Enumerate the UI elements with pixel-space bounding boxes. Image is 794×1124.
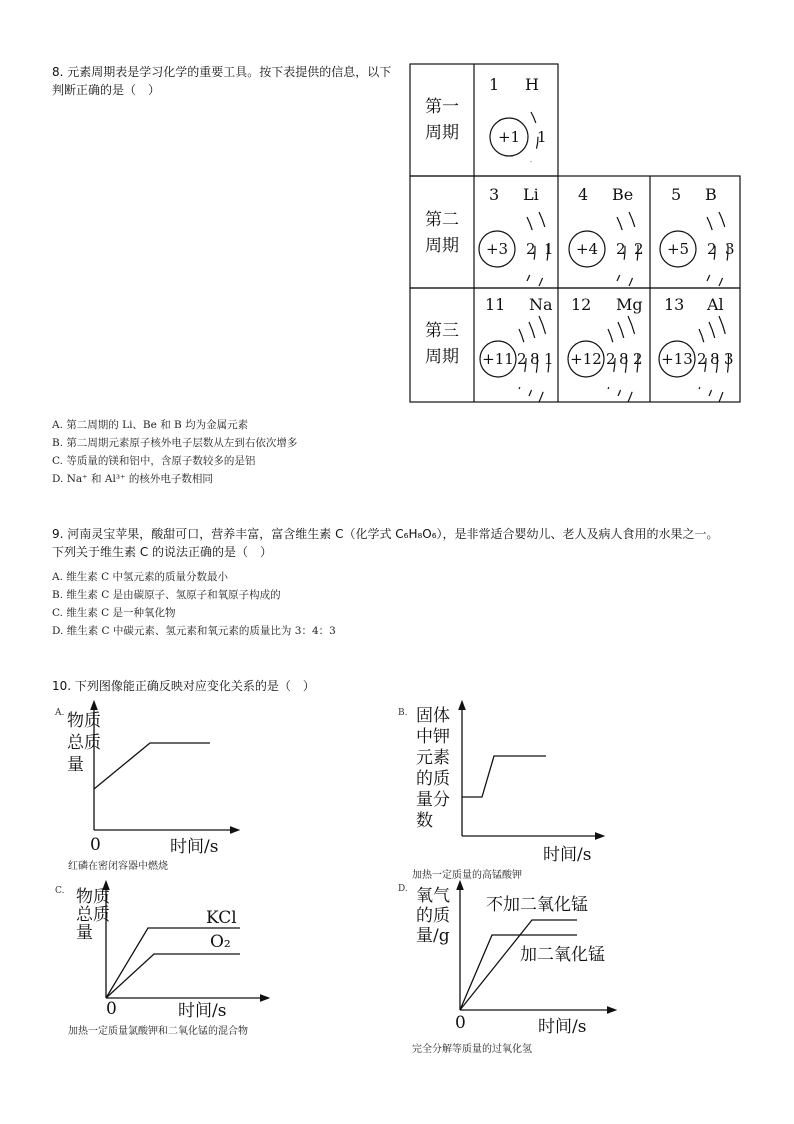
element-symbol: Be xyxy=(612,185,634,204)
q9-stem-line1: 9. 河南灵宝苹果，酸甜可口，营养丰富，富含维生素 C（化学式 C₆H₈O₆），是非常适合婴幼儿、老人及病人食用的水果之一。 xyxy=(52,527,719,541)
y-axis-label: 量 xyxy=(76,923,93,943)
shell-count: 1 xyxy=(544,350,554,368)
y-axis-label: 的质 xyxy=(416,769,450,789)
y-axis-label: 量/g xyxy=(416,926,450,946)
nucleus-charge: +4 xyxy=(575,240,599,258)
element-number: 3 xyxy=(489,185,500,204)
shell-count: 2 xyxy=(616,240,626,258)
q8-stem-line2: 判断正确的是（ ） xyxy=(52,83,161,97)
element-symbol: H xyxy=(525,75,539,94)
nucleus-charge: +12 xyxy=(570,350,602,368)
y-axis-label: 氧气 xyxy=(416,886,450,906)
y-axis-label: 总质 xyxy=(76,905,110,925)
y-axis-label: 量 xyxy=(67,755,84,775)
series-label-without-mno2: 不加二氧化锰 xyxy=(486,895,588,915)
shell-count: 2 xyxy=(707,240,717,258)
x-axis-label: 时间/s xyxy=(543,845,592,865)
y-axis-label: 总质 xyxy=(67,733,101,753)
shell-count: 8 xyxy=(619,350,629,368)
shell-count: 2 xyxy=(606,350,616,368)
nucleus-charge: +3 xyxy=(485,240,509,258)
shell-count: 2 xyxy=(633,350,643,368)
series-label-with-mno2: 加二氧化锰 xyxy=(520,945,605,965)
series-label-kcl: KCl xyxy=(206,908,237,928)
nucleus-charge: +11 xyxy=(482,350,514,368)
element-number: 12 xyxy=(571,295,592,314)
q8-option-d[interactable]: D. Na⁺ 和 Al³⁺ 的核外电子数相同 xyxy=(52,473,213,485)
q9-option-b[interactable]: B. 维生素 C 是由碳原子、氢原子和氧原子构成的 xyxy=(52,589,281,601)
q8-option-a[interactable]: A. 第二周期的 Li、Be 和 B 均为金属元素 xyxy=(52,419,249,431)
q10-stem: 10. 下列图像能正确反映对应变化关系的是（ ） xyxy=(52,679,315,693)
graph-d-caption: 完全分解等质量的过氧化氢 xyxy=(412,1044,532,1055)
shell-count: 2 xyxy=(526,240,536,258)
shell-count: 8 xyxy=(530,350,540,368)
shell-count: 2 xyxy=(634,240,644,258)
y-axis-label: 固体 xyxy=(416,706,450,726)
shell-count: 1 xyxy=(537,128,547,146)
q9-stem-line2: 下列关于维生素 C 的说法正确的是（ ） xyxy=(52,545,273,559)
element-number: 4 xyxy=(578,185,589,204)
y-axis-label: 数 xyxy=(416,811,433,831)
series-line xyxy=(94,743,210,789)
element-li xyxy=(479,185,554,286)
nucleus-charge: +13 xyxy=(661,350,693,368)
q9-option-c[interactable]: C. 维生素 C 是一种氧化物 xyxy=(52,607,176,619)
series-line-o2 xyxy=(106,954,240,998)
graph-d xyxy=(412,880,622,1040)
element-h xyxy=(489,75,547,162)
x-axis-label: 时间/s xyxy=(178,1001,227,1021)
shell-count: 1 xyxy=(544,240,554,258)
shell-count: 2 xyxy=(517,350,527,368)
q9-stem xyxy=(52,525,772,561)
origin-label: 0 xyxy=(455,1013,466,1033)
nucleus-charge: +5 xyxy=(666,240,690,258)
shell-count: 2 xyxy=(697,350,707,368)
element-symbol: Li xyxy=(523,185,539,204)
graph-a-letter: A. xyxy=(55,708,65,718)
periodic-table-figure xyxy=(405,60,745,406)
element-symbol: Mg xyxy=(616,295,643,314)
element-na xyxy=(480,295,554,402)
graph-b-caption: 加热一定质量的高锰酸钾 xyxy=(412,870,522,881)
element-number: 5 xyxy=(671,185,682,204)
y-axis-label: 量分 xyxy=(416,790,450,810)
element-number: 11 xyxy=(485,295,506,314)
nucleus-charge: +1 xyxy=(497,128,521,146)
origin-label: 0 xyxy=(106,999,117,1019)
element-number: 13 xyxy=(664,295,685,314)
y-axis-label: 中钾 xyxy=(416,727,450,747)
period3-label1: 第三 xyxy=(425,321,459,341)
graph-b-letter: B. xyxy=(398,708,408,718)
graph-b xyxy=(410,700,610,866)
graph-c-caption: 加热一定质量氯酸钾和二氧化锰的混合物 xyxy=(68,1026,248,1037)
shell-count: 3 xyxy=(724,350,734,368)
graph-a xyxy=(60,700,240,860)
y-axis-label: 物质 xyxy=(67,711,101,731)
period1-label2: 周期 xyxy=(425,123,459,143)
period2-label2: 周期 xyxy=(425,236,459,256)
y-axis-label: 物质 xyxy=(76,887,110,907)
q8-options xyxy=(52,416,692,488)
graph-c-letter: C. xyxy=(55,886,65,896)
y-axis-label: 元素 xyxy=(416,748,450,768)
series-line xyxy=(462,756,546,797)
element-symbol: Na xyxy=(529,295,553,314)
q9-option-a[interactable]: A. 维生素 C 中氢元素的质量分数最小 xyxy=(52,571,228,583)
graph-a-caption: 红磷在密闭容器中燃烧 xyxy=(68,861,168,872)
x-axis-label: 时间/s xyxy=(538,1017,587,1037)
graph-c xyxy=(70,880,270,1022)
q8-option-c[interactable]: C. 等质量的镁和铝中，含原子数较多的是铝 xyxy=(52,455,256,467)
element-mg xyxy=(568,295,643,402)
q8-stem xyxy=(52,63,402,99)
x-axis-label: 时间/s xyxy=(170,837,219,857)
q9-options xyxy=(52,568,692,640)
q9-option-d[interactable]: D. 维生素 C 中碳元素、氢元素和氧元素的质量比为 3：4：3 xyxy=(52,625,336,637)
element-b xyxy=(660,185,735,286)
shell-count: 8 xyxy=(710,350,720,368)
graph-d-letter: D. xyxy=(398,884,408,894)
period3-label2: 周期 xyxy=(425,347,459,367)
element-symbol: Al xyxy=(707,295,724,314)
series-line-without-mno2 xyxy=(460,920,577,1010)
q8-stem-line1: 8. 元素周期表是学习化学的重要工具。按下表提供的信息，以下 xyxy=(52,65,392,79)
y-axis-label: 的质 xyxy=(416,906,450,926)
origin-label: 0 xyxy=(90,835,101,855)
period1-label1: 第一 xyxy=(425,97,459,117)
element-be xyxy=(569,185,644,286)
element-number: 1 xyxy=(489,75,500,94)
element-symbol: B xyxy=(705,185,717,204)
element-al xyxy=(659,295,734,402)
series-label-o2: O₂ xyxy=(210,932,231,952)
period2-label1: 第二 xyxy=(425,210,459,230)
q8-option-b[interactable]: B. 第二周期元素原子核外电子层数从左到右依次增多 xyxy=(52,437,298,449)
shell-count: 3 xyxy=(725,240,735,258)
